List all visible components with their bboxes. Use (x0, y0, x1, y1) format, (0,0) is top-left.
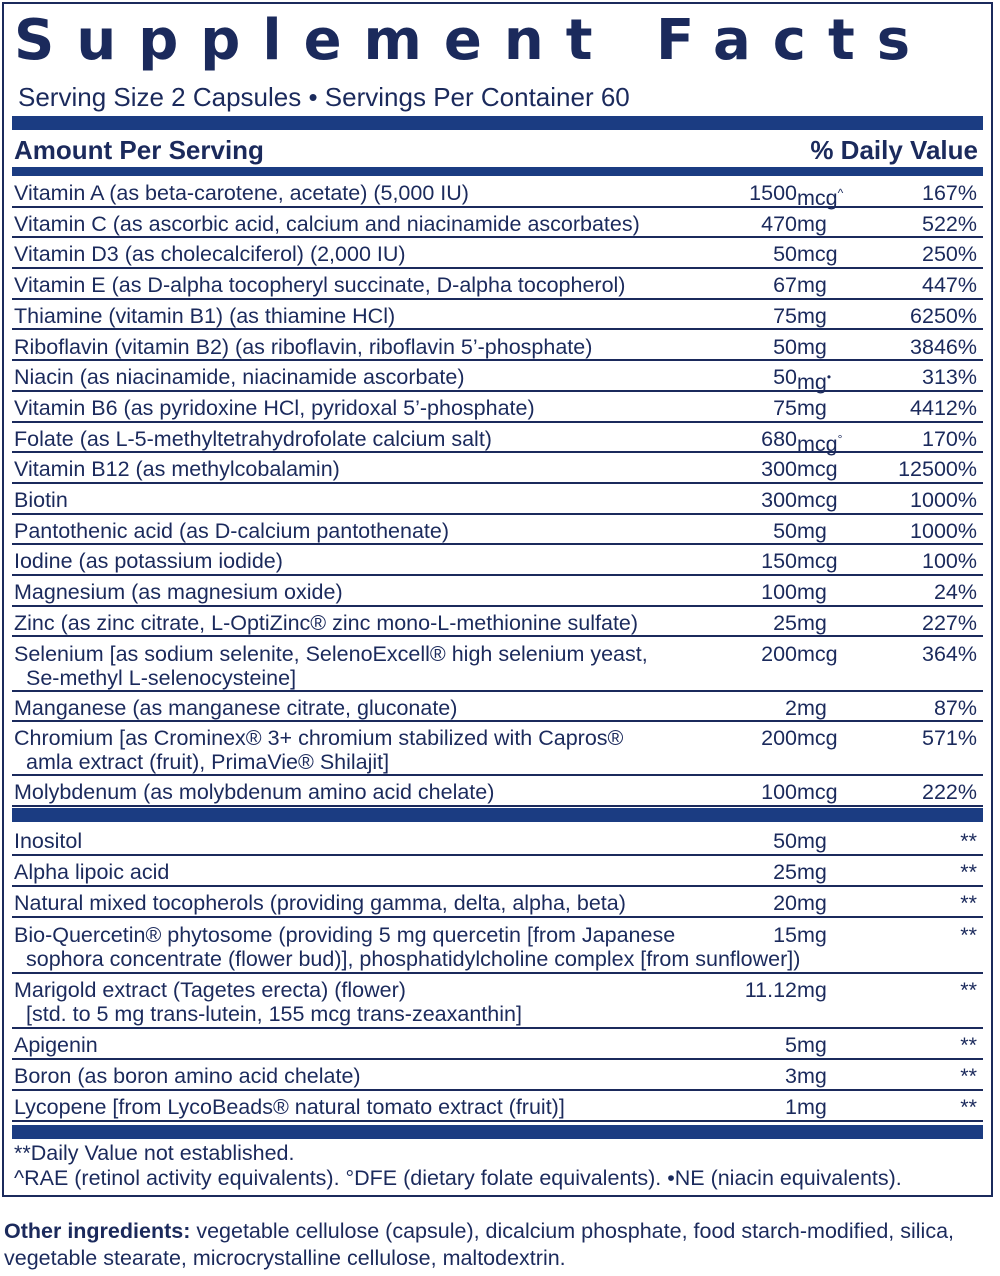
amount-unit: mg (797, 828, 827, 853)
nutrient-name: Niacin (as niacinamide, niacinamide ascorbate) (14, 365, 465, 390)
table-row (12, 919, 983, 974)
table-row (12, 269, 983, 300)
table-row (12, 361, 983, 395)
daily-value: ** (960, 891, 977, 916)
nutrient-name: Selenium [as sodium selenite, SelenoExcell® high selenium yeast, (14, 641, 648, 666)
daily-value: 3846% (910, 334, 977, 359)
amount-value: 67 (773, 273, 797, 298)
footnote-equivalents: ^RAE (retinol activity equivalents). °DFE (dietary folate equivalents). •NE (niacin equivalents). (14, 1166, 902, 1190)
other-ingredients-text: vegetable cellulose (capsule), dicalcium phosphate, food starch-modified, silica, vegetable stearate, microcrystalline cellulose, maltodextrin. (4, 1219, 955, 1270)
amount-unit (797, 365, 831, 394)
amount-unit: mcg (797, 726, 838, 751)
amount-unit: mg (797, 922, 827, 947)
amount-unit: mg (797, 1094, 827, 1119)
daily-value: 167% (922, 181, 977, 205)
daily-value: ** (960, 1063, 977, 1088)
daily-value: 227% (922, 610, 977, 635)
table-row (12, 545, 983, 576)
daily-value: 571% (922, 726, 977, 751)
amount-value: 300 (761, 457, 797, 482)
table-row (12, 208, 983, 239)
daily-value: ** (960, 828, 977, 853)
amount-unit: mg (797, 1063, 827, 1088)
amount-value: 2 (785, 695, 797, 720)
amount-value: 470 (761, 211, 797, 236)
amount-value: 50 (773, 828, 797, 853)
daily-value: ** (960, 860, 977, 885)
amount-unit-text: mg (797, 370, 827, 395)
amount-unit (797, 181, 843, 210)
amount-value: 200 (761, 726, 797, 751)
table-row (12, 423, 983, 454)
amount-unit: mg (797, 211, 827, 236)
amount-value: 200 (761, 641, 797, 666)
amount-unit: mcg (797, 242, 838, 267)
footnote-mark: • (826, 370, 832, 385)
amount-unit: mcg (797, 641, 838, 666)
amount-value: 20 (773, 891, 797, 916)
other-ingredients (4, 1218, 994, 1272)
amount-value: 50 (773, 242, 797, 267)
daily-value: 4412% (910, 395, 977, 420)
table-row (12, 776, 983, 807)
nutrient-name: Apigenin (14, 1032, 98, 1057)
bottom-divider-bar (12, 1125, 983, 1139)
nutrient-name-continued: Se-methyl L-selenocysteine] (26, 665, 297, 690)
nutrient-name: Marigold extract (Tagetes erecta) (flower) (14, 977, 406, 1002)
amount-unit: mg (797, 273, 827, 298)
nutrient-name: Chromium [as Crominex® 3+ chromium stabilized with Capros® (14, 726, 624, 751)
amount-unit (797, 427, 842, 456)
header-divider-bar (12, 167, 983, 176)
amount-unit: mg (797, 891, 827, 916)
nutrient-name: Boron (as boron amino acid chelate) (14, 1063, 361, 1088)
top-divider-bar (12, 116, 983, 130)
daily-value: 24% (933, 580, 977, 605)
amount-value: 50 (773, 334, 797, 359)
amount-unit: mg (797, 977, 827, 1002)
other-ingredients-label: Other ingredients: (4, 1219, 191, 1243)
daily-value: 522% (922, 211, 977, 236)
amount-value: 25 (773, 860, 797, 885)
amount-value: 50 (773, 518, 797, 543)
amount-value: 1 (785, 1094, 797, 1119)
nutrient-name: Molybdenum (as molybdenum amino acid chelate) (14, 780, 495, 805)
panel-title: Supplement Facts (14, 8, 933, 73)
amount-unit: mcg (797, 549, 838, 574)
amount-unit-text: mcg (797, 186, 838, 210)
nutrient-name: Riboflavin (vitamin B2) (as riboflavin, riboflavin 5’-phosphate) (14, 334, 593, 359)
nutrient-name: Alpha lipoic acid (14, 860, 170, 885)
amount-unit: mg (797, 303, 827, 328)
nutrient-name: Pantothenic acid (as D-calcium pantothenate) (14, 518, 450, 543)
nutrient-name: Thiamine (vitamin B1) (as thiamine HCl) (14, 303, 396, 328)
amount-value: 300 (761, 488, 797, 512)
amount-unit: mcg (797, 488, 838, 512)
table-row (12, 856, 983, 887)
footnote-mark: ^ (837, 186, 844, 200)
amount-value: 100 (761, 580, 797, 605)
amount-value: 11.12 (744, 977, 797, 1002)
nutrient-name: Vitamin D3 (as cholecalciferol) (2,000 IU) (14, 242, 406, 267)
table-row (12, 576, 983, 607)
amount-value: 150 (761, 549, 797, 574)
amount-value: 680 (761, 426, 797, 451)
nutrient-name: Folate (as L-5-methyltetrahydrofolate calcium salt) (14, 426, 492, 451)
table-row (12, 1091, 983, 1122)
table-row (12, 484, 983, 515)
table-row (12, 453, 983, 484)
table-row (12, 887, 983, 918)
nutrient-name: Vitamin B6 (as pyridoxine HCl, pyridoxal 5’-phosphate) (14, 395, 535, 420)
table-row (12, 392, 983, 423)
nutrient-name: Vitamin E (as D-alpha tocopheryl succinate, D-alpha tocopherol) (14, 273, 626, 298)
table-row (12, 300, 983, 331)
daily-value-header: % Daily Value (810, 135, 978, 165)
table-row (12, 692, 983, 723)
daily-value: 6250% (910, 303, 977, 328)
daily-value: ** (960, 977, 977, 1002)
daily-value: ** (960, 922, 977, 947)
amount-value: 100 (761, 780, 797, 805)
daily-value: 100% (922, 549, 977, 574)
nutrient-name: Iodine (as potassium iodide) (14, 549, 283, 574)
amount-value: 25 (773, 610, 797, 635)
nutrient-name: Vitamin B12 (as methylcobalamin) (14, 457, 340, 482)
amount-unit: mg (797, 518, 827, 543)
nutrient-name: Manganese (as manganese citrate, gluconate) (14, 695, 458, 720)
nutrient-name: Zinc (as zinc citrate, L-OptiZinc® zinc mono-L-methionine sulfate) (14, 610, 639, 635)
table-row (12, 515, 983, 546)
table-row (12, 177, 983, 208)
amount-unit: mg (797, 1032, 827, 1057)
amount-value: 5 (785, 1032, 797, 1057)
footnote-mark: ° (837, 431, 843, 446)
amount-unit: mg (797, 395, 827, 420)
daily-value: 1000% (910, 518, 977, 543)
table-row (12, 238, 983, 269)
daily-value: 250% (922, 242, 977, 267)
amount-unit: mg (797, 860, 827, 885)
amount-unit: mcg (797, 457, 838, 482)
nutrient-name: Vitamin A (as beta-carotene, acetate) (5,000 IU) (14, 181, 469, 205)
table-row (12, 825, 983, 856)
daily-value: ** (960, 1032, 977, 1057)
nutrient-name-continued: amla extract (fruit), PrimaVie® Shilajit] (26, 750, 390, 775)
table-row (12, 974, 983, 1029)
amount-value: 75 (773, 303, 797, 328)
table-row (12, 638, 983, 692)
daily-value: 12500% (898, 457, 977, 482)
table-row (12, 1060, 983, 1091)
footnote-daily-value: **Daily Value not established. (14, 1141, 295, 1165)
amount-unit: mcg (797, 780, 838, 805)
amount-value: 1500 (749, 181, 797, 205)
amount-value: 75 (773, 395, 797, 420)
daily-value: 447% (922, 273, 977, 298)
daily-value: 87% (933, 695, 977, 720)
table-row (12, 331, 983, 362)
amount-value: 3 (785, 1063, 797, 1088)
nutrient-name-continued: [std. to 5 mg trans-lutein, 155 mcg trans-zeaxanthin] (26, 1001, 522, 1026)
daily-value: 313% (922, 365, 977, 390)
nutrient-name-continued: sophora concentrate (flower bud)], phosphatidylcholine complex [from sunflower]) (26, 946, 801, 971)
nutrient-name: Vitamin C (as ascorbic acid, calcium and niacinamide ascorbates) (14, 211, 640, 236)
nutrient-name: Inositol (14, 828, 83, 853)
amount-unit: mg (797, 334, 827, 359)
daily-value: 170% (922, 426, 977, 451)
table-row (12, 1029, 983, 1060)
mid-divider-bar (12, 808, 983, 822)
amount-unit: mg (797, 580, 827, 605)
nutrient-name: Lycopene [from LycoBeads® natural tomato extract (fruit)] (14, 1094, 565, 1119)
amount-per-serving-header: Amount Per Serving (14, 135, 264, 165)
amount-value: 15 (773, 922, 797, 947)
table-row (12, 607, 983, 638)
daily-value: 222% (922, 780, 977, 805)
amount-value: 50 (773, 365, 797, 390)
amount-unit: mg (797, 610, 827, 635)
nutrient-name: Magnesium (as magnesium oxide) (14, 580, 343, 605)
nutrient-name: Biotin (14, 488, 68, 512)
serving-info: Serving Size 2 Capsules • Servings Per Container 60 (18, 82, 630, 112)
nutrient-name: Natural mixed tocopherols (providing gamma, delta, alpha, beta) (14, 891, 626, 916)
daily-value: 1000% (910, 488, 977, 512)
amount-unit: mg (797, 695, 827, 720)
daily-value: ** (960, 1094, 977, 1119)
daily-value: 364% (922, 641, 977, 666)
nutrient-name: Bio-Quercetin® phytosome (providing 5 mg quercetin [from Japanese (14, 922, 676, 947)
table-row (12, 722, 983, 776)
amount-unit-text: mcg (797, 431, 838, 456)
